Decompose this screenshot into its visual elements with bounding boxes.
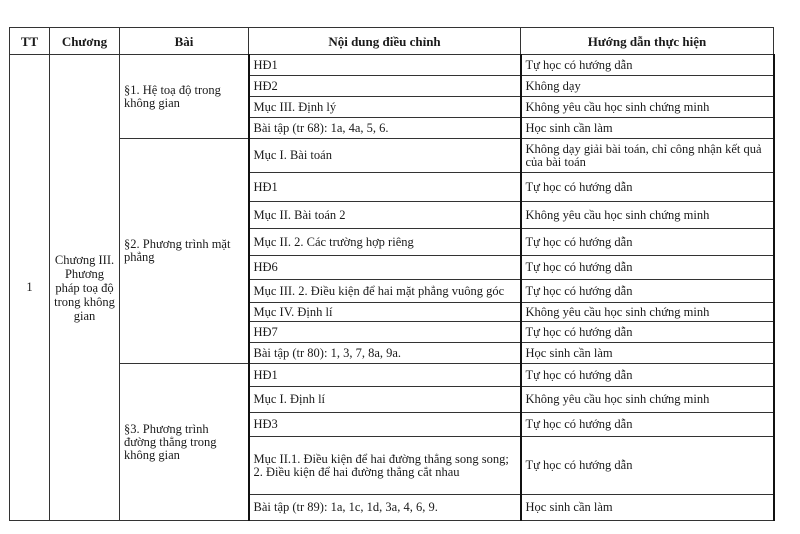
- guide-cell: Tự học có hướng dẫn: [521, 55, 774, 76]
- guide-cell: Không yêu cầu học sinh chứng minh: [521, 202, 774, 229]
- content-cell: Mục I. Bài toán: [249, 139, 521, 173]
- header-chuong: Chương: [50, 28, 120, 55]
- guide-cell: Không yêu cầu học sinh chứng minh: [521, 97, 774, 118]
- lesson-title: §1. Hệ toạ độ trong không gian: [120, 55, 249, 139]
- content-cell: HĐ7: [249, 322, 521, 343]
- guide-cell: Tự học có hướng dẫn: [521, 364, 774, 387]
- table-row: [10, 139, 774, 173]
- guide-cell: Tự học có hướng dẫn: [521, 256, 774, 280]
- guide-cell: Tự học có hướng dẫn: [521, 229, 774, 256]
- header-noi-dung: Nội dung điều chỉnh: [249, 28, 521, 55]
- content-cell: Mục I. Định lí: [249, 387, 521, 413]
- guide-cell: Không dạy: [521, 76, 774, 97]
- content-cell: HĐ6: [249, 256, 521, 280]
- guide-cell: Không dạy giải bài toán, chỉ công nhận kết quả của bài toán: [521, 139, 774, 173]
- content-line: Mục II.1. Điều kiện để hai đường thẳng song song;: [253, 451, 509, 466]
- content-cell: HĐ1: [249, 173, 521, 202]
- content-cell: Bài tập (tr 89): 1a, 1c, 1d, 3a, 4, 6, 9.: [249, 495, 521, 521]
- content-cell: HĐ1: [249, 55, 521, 76]
- lesson-title: §2. Phương trình mặt phẳng: [120, 139, 249, 364]
- table-row: [10, 55, 774, 76]
- header-row: [10, 28, 774, 55]
- adjustment-table: [9, 27, 775, 521]
- header-huong-dan: Hướng dẫn thực hiện: [521, 28, 774, 55]
- guide-cell: Học sinh cần làm: [521, 343, 774, 364]
- tt-cell: 1: [10, 55, 50, 521]
- table-row: [10, 364, 774, 387]
- guide-cell: Tự học có hướng dẫn: [521, 413, 774, 437]
- content-cell: Mục II. 2. Các trường hợp riêng: [249, 229, 521, 256]
- guide-cell: Tự học có hướng dẫn: [521, 322, 774, 343]
- content-cell: Mục IV. Định lí: [249, 303, 521, 322]
- guide-cell: Tự học có hướng dẫn: [521, 280, 774, 303]
- content-cell: HĐ2: [249, 76, 521, 97]
- lesson-title: §3. Phương trình đường thẳng trong không gian: [120, 364, 249, 521]
- content-cell: Mục III. 2. Điều kiện để hai mặt phẳng vuông góc: [249, 280, 521, 303]
- content-cell: Bài tập (tr 80): 1, 3, 7, 8a, 9a.: [249, 343, 521, 364]
- header-bai: Bài: [120, 28, 249, 55]
- guide-cell: Học sinh cần làm: [521, 118, 774, 139]
- content-cell: HĐ1: [249, 364, 521, 387]
- content-cell: Mục II. Bài toán 2: [249, 202, 521, 229]
- content-cell: Mục III. Định lý: [249, 97, 521, 118]
- guide-cell: Học sinh cần làm: [521, 495, 774, 521]
- guide-cell: Không yêu cầu học sinh chứng minh: [521, 303, 774, 322]
- guide-cell: Không yêu cầu học sinh chứng minh: [521, 387, 774, 413]
- chuong-cell: Chương III. Phương pháp toạ độ trong không gian: [50, 55, 120, 521]
- content-cell: Bài tập (tr 68): 1a, 4a, 5, 6.: [249, 118, 521, 139]
- content-line: 2. Điều kiện để hai đường thẳng cắt nhau: [253, 464, 460, 479]
- header-tt: TT: [10, 28, 50, 55]
- content-cell: [249, 437, 521, 495]
- guide-cell: Tự học có hướng dẫn: [521, 173, 774, 202]
- content-cell: HĐ3: [249, 413, 521, 437]
- guide-cell: Tự học có hướng dẫn: [521, 437, 774, 495]
